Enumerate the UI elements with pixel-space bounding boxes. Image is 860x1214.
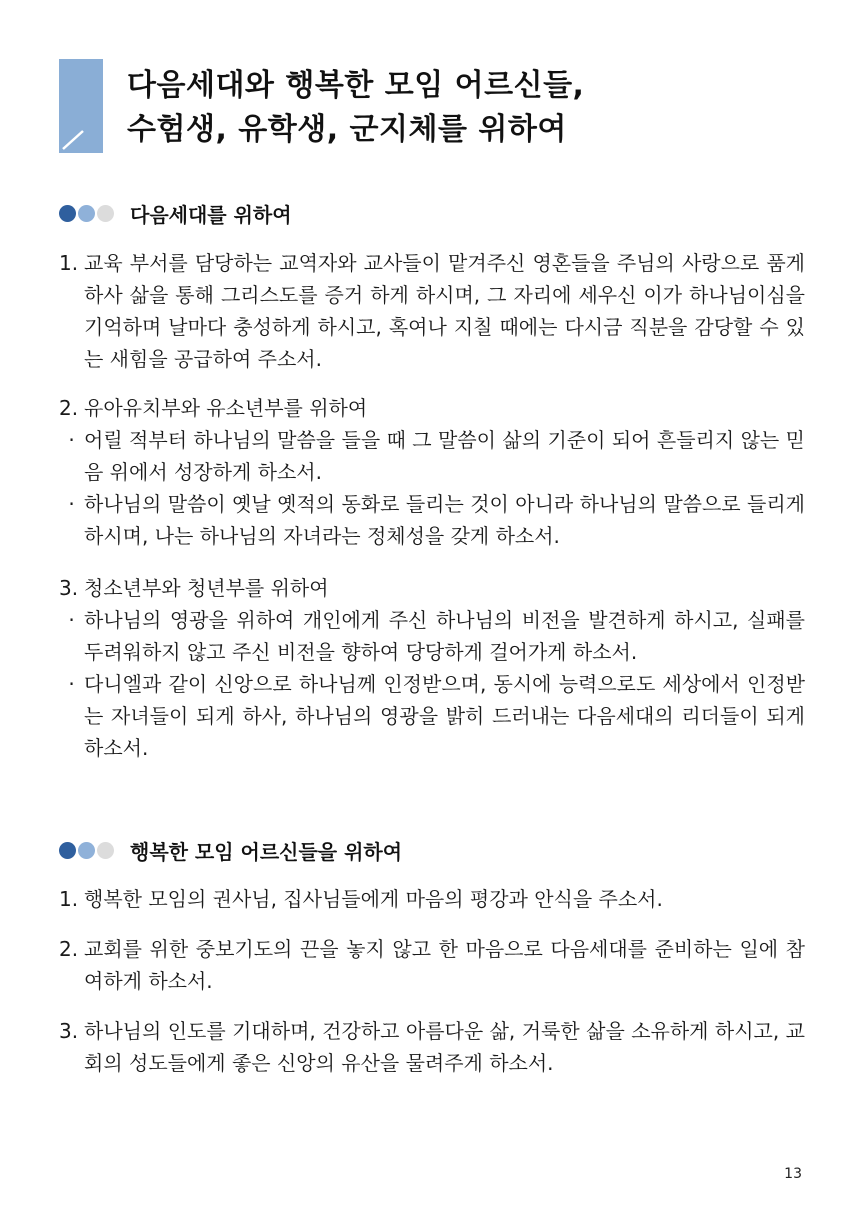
s1-item-1 [59,247,805,375]
page-title-line2: 수험생, 유학생, 군지체를 위하여 [127,112,567,147]
section-heading-label: 다음세대를 위하여 [130,203,292,227]
bullet-text: 하나님의 영광을 위하여 개인에게 주신 하나님의 비전을 발견하게 하시고, 실패를 두려워하지 않고 주신 비전을 향하여 당당하게 걸어가게 하소서. [84,608,805,664]
section-heading-next-generation [59,199,292,228]
title-accent-bar [59,59,103,153]
section-heading-label: 행복한 모임 어르신들을 위하여 [130,840,403,864]
item-number: 3. [59,576,79,600]
bullet-item [59,488,805,552]
bullet-mark: · [68,608,75,632]
s2-item-3 [59,1015,805,1079]
bullet-text: 하나님의 말씀이 옛날 옛적의 동화로 들리는 것이 아니라 하나님의 말씀으로 들리게 하시며, 나는 하나님의 자녀라는 정체성을 갖게 하소서. [84,492,805,548]
page-title [127,64,584,152]
section-heading-seniors [59,836,402,865]
page-number: 13 [784,1166,802,1182]
item-text: 하나님의 인도를 기대하며, 건강하고 아름다운 삶, 거룩한 삶을 소유하게 하시고, 교회의 성도들에게 좋은 신앙의 유산을 물려주게 하소서. [84,1019,805,1075]
s1-item-3 [59,572,805,764]
item-number: 1. [59,887,79,911]
bullet-item [59,668,805,764]
page-title-line1: 다음세대와 행복한 모임 어르신들, [127,68,585,103]
item-text: 유아유치부와 유소년부를 위하여 [84,396,368,420]
item-text: 청소년부와 청년부를 위하여 [84,576,329,600]
s1-item-2 [59,392,805,552]
item-text: 교회를 위한 중보기도의 끈을 놓지 않고 한 마음으로 다음세대를 준비하는 일에 참여하게 하소서. [84,937,805,993]
bullet-item [59,424,805,488]
s2-item-1 [59,883,805,915]
bullet-text: 어릴 적부터 하나님의 말씀을 들을 때 그 말씀이 삶의 기준이 되어 흔들리지 않는 믿음 위에서 성장하게 하소서. [84,428,805,484]
item-number: 2. [59,937,79,961]
item-number: 2. [59,396,79,420]
item-number: 1. [59,251,79,275]
heading-dots-icon [59,842,116,859]
item-text: 행복한 모임의 권사님, 집사님들에게 마음의 평강과 안식을 주소서. [84,887,663,911]
bullet-item [59,604,805,668]
bullet-text: 다니엘과 같이 신앙으로 하나님께 인정받으며, 동시에 능력으로도 세상에서 인정받는 자녀들이 되게 하사, 하나님의 영광을 밝히 드러내는 다음세대의 리더들이 되게 하소서. [84,672,805,760]
item-text: 교육 부서를 담당하는 교역자와 교사들이 맡겨주신 영혼들을 주님의 사랑으로 품게 하사 삶을 통해 그리스도를 증거 하게 하시며, 그 자리에 세우신 이가 하나님이심을 기억하며 날마다 충성하게 하시고, 혹여나 지칠 때에는 다시금 직분을 감당할 수 있는 새힘을 공급하여 주소서. [84,251,805,371]
item-number: 3. [59,1019,79,1043]
s2-item-2 [59,933,805,997]
bullet-mark: · [68,672,75,696]
heading-dots-icon [59,205,116,222]
bullet-mark: · [68,428,75,452]
bullet-mark: · [68,492,75,516]
